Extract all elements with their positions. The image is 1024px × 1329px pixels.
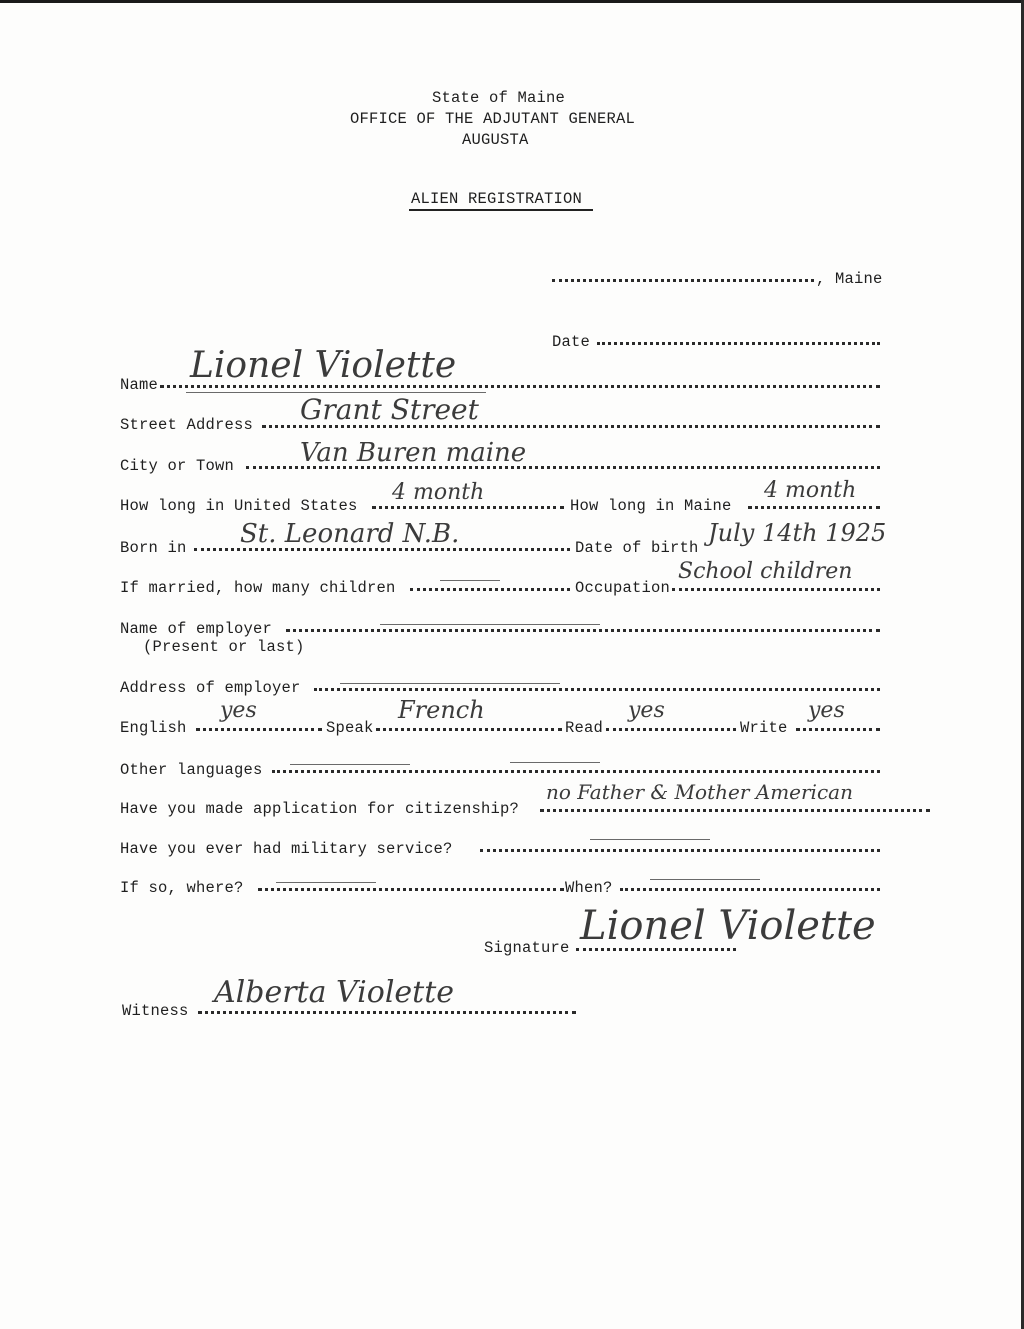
how-long-us-value: 4 month xyxy=(392,480,485,505)
how-long-maine-dotted-line xyxy=(748,506,880,509)
other-languages-label: Other languages xyxy=(120,761,263,779)
city-value: Van Buren maine xyxy=(300,438,527,468)
speak-dotted-line xyxy=(376,728,562,731)
form-title-underline xyxy=(409,209,593,211)
how-long-us-dotted-line xyxy=(372,506,564,509)
scan-edge-top xyxy=(0,0,1024,3)
name-label: Name xyxy=(120,376,159,394)
employer-name-dotted-line xyxy=(286,629,880,632)
speak-value: French xyxy=(398,696,485,724)
employer-address-label: Address of employer xyxy=(120,679,301,697)
english-value: yes xyxy=(220,698,257,723)
street-address-value: Grant Street xyxy=(300,393,479,426)
other-languages-dotted-line xyxy=(272,770,880,773)
if-married-label: If married, how many children xyxy=(120,579,396,597)
street-address-label: Street Address xyxy=(120,416,254,434)
employer-address-pen-dash xyxy=(340,683,560,684)
if-so-where-dotted-line xyxy=(258,888,564,891)
signature-value: Lionel Violette xyxy=(580,903,876,949)
form-title: ALIEN REGISTRATION xyxy=(411,190,583,208)
when-dotted-line xyxy=(620,888,880,891)
header-city: AUGUSTA xyxy=(462,131,529,149)
write-value: yes xyxy=(808,698,845,723)
other-languages-pen-dash-2 xyxy=(510,762,600,763)
english-label: English xyxy=(120,719,187,737)
born-in-label: Born in xyxy=(120,539,187,557)
born-in-value: St. Leonard N.B. xyxy=(240,519,460,549)
if-married-dotted-line xyxy=(410,588,570,591)
read-value: yes xyxy=(628,698,665,723)
citizenship-dotted-line xyxy=(540,809,930,812)
signature-label: Signature xyxy=(484,939,570,957)
if-so-where-pen-dash xyxy=(276,882,376,883)
date-label: Date xyxy=(552,333,591,351)
witness-value: Alberta Violette xyxy=(214,975,455,1010)
speak-label: Speak xyxy=(326,719,374,737)
present-or-last-label: (Present or last) xyxy=(143,638,305,656)
military-service-label: Have you ever had military service? xyxy=(120,840,453,858)
place-suffix-label: , Maine xyxy=(816,270,883,288)
employer-name-pen-dash xyxy=(380,624,600,625)
date-dotted-line xyxy=(597,342,880,345)
header-office: OFFICE OF THE ADJUTANT GENERAL xyxy=(350,110,636,128)
military-service-pen-dash xyxy=(590,839,710,840)
witness-dotted-line xyxy=(198,1011,576,1014)
header-state: State of Maine xyxy=(432,89,566,107)
military-service-dotted-line xyxy=(480,849,880,852)
citizenship-label: Have you made application for citizenship? xyxy=(120,800,520,818)
how-long-maine-value: 4 month xyxy=(764,478,857,503)
when-pen-dash xyxy=(650,879,760,880)
if-married-pen-dash xyxy=(440,580,500,581)
read-label: Read xyxy=(565,719,604,737)
other-languages-pen-dash-1 xyxy=(290,764,410,765)
citizenship-value: no Father & Mother American xyxy=(546,780,853,804)
witness-label: Witness xyxy=(122,1002,189,1020)
english-dotted-line xyxy=(196,728,322,731)
occupation-value: School children xyxy=(678,559,853,584)
read-dotted-line xyxy=(606,728,736,731)
how-long-maine-label: How long in Maine xyxy=(570,497,732,515)
occupation-label: Occupation xyxy=(575,579,671,597)
if-so-where-label: If so, where? xyxy=(120,879,244,897)
date-of-birth-value: July 14th 1925 xyxy=(708,519,887,547)
write-dotted-line xyxy=(796,728,880,731)
employer-name-label: Name of employer xyxy=(120,620,273,638)
city-label: City or Town xyxy=(120,457,235,475)
how-long-us-label: How long in United States xyxy=(120,497,358,515)
when-label: When? xyxy=(565,879,613,897)
place-dotted-line xyxy=(552,279,814,282)
name-value: Lionel Violette xyxy=(190,345,457,386)
employer-address-dotted-line xyxy=(314,688,880,691)
date-of-birth-label: Date of birth xyxy=(575,539,699,557)
write-label: Write xyxy=(740,719,788,737)
occupation-dotted-line xyxy=(672,588,880,591)
